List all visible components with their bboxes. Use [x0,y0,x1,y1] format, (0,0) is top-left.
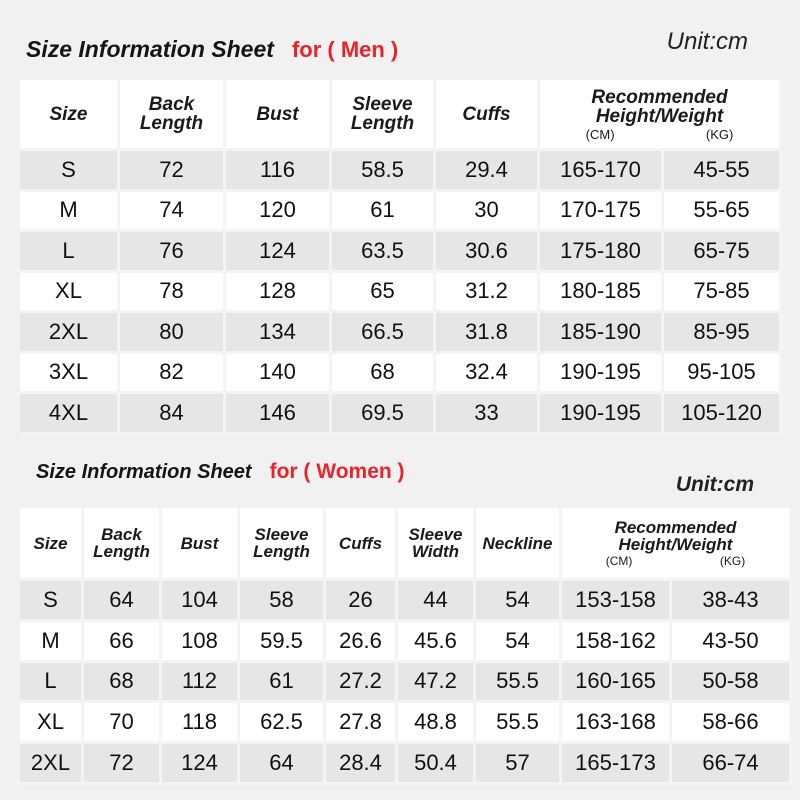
women-cell-back: 66 [84,622,162,663]
men-header-row [20,80,782,151]
women-cell-height: 158-162 [562,622,672,663]
women-table-row [20,622,792,663]
women-header-width-line1: Sleeve [408,525,463,544]
women-cell-sleeve: 59.5 [240,622,326,663]
women-cell-size: XL [20,703,84,744]
men-cell-size: 4XL [20,394,120,435]
men-cell-sleeve: 61 [332,192,436,233]
men-cell-sleeve: 65 [332,273,436,314]
men-cell-back: 80 [120,313,226,354]
women-cell-weight: 58-66 [672,703,792,744]
men-cell-bust: 128 [226,273,332,314]
men-header-sleeve-length [332,80,436,151]
women-table-row [20,663,792,704]
men-cell-size: 3XL [20,354,120,395]
women-cell-bust: 124 [162,744,240,785]
women-cell-neck: 55.5 [476,703,562,744]
women-cell-cuffs: 26 [326,581,398,622]
men-table-body [20,151,782,435]
women-cell-bust: 118 [162,703,240,744]
women-cell-back: 68 [84,663,162,704]
women-header-cuffs: Cuffs [326,508,398,581]
men-cell-height: 190-195 [540,394,664,435]
women-cell-size: 2XL [20,744,84,785]
men-cell-weight: 95-105 [664,354,782,395]
women-header-back-line1: Back [101,525,142,544]
women-cell-height: 160-165 [562,663,672,704]
men-cell-weight: 85-95 [664,313,782,354]
men-cell-bust: 124 [226,232,332,273]
women-unit-label: Unit:cm [675,473,754,496]
women-header-neckline: Neckline [476,508,562,581]
men-table-row [20,354,782,395]
women-header-bust: Bust [162,508,240,581]
men-size-table [20,80,782,435]
men-table-row [20,192,782,233]
men-header-back-length [120,80,226,151]
men-header-back-line1: Back [148,94,195,115]
men-title [26,36,398,63]
men-cell-height: 185-190 [540,313,664,354]
men-header-unit-kg: (KG) [705,126,734,142]
women-cell-neck: 54 [476,581,562,622]
men-cell-sleeve: 69.5 [332,394,436,435]
women-cell-sleeve: 58 [240,581,326,622]
men-header-rec-line1: Recommended [591,86,728,108]
women-header-rec-line2: Height/Weight [618,535,733,554]
women-header-rec-line1: Recommended [614,518,737,537]
women-header-back-line2: Length [93,542,150,561]
men-title-suffix: for ( Men ) [291,37,399,62]
women-cell-bust: 108 [162,622,240,663]
women-cell-back: 64 [84,581,162,622]
men-cell-sleeve: 68 [332,354,436,395]
men-cell-weight: 45-55 [664,151,782,192]
men-cell-height: 175-180 [540,232,664,273]
men-cell-size: L [20,232,120,273]
women-cell-width: 44 [398,581,476,622]
women-table-body [20,581,792,785]
men-cell-bust: 120 [226,192,332,233]
men-cell-height: 180-185 [540,273,664,314]
men-cell-bust: 134 [226,313,332,354]
women-header-sleeve-width [398,508,476,581]
men-cell-cuffs: 30 [436,192,540,233]
women-table-row [20,703,792,744]
men-cell-bust: 116 [226,151,332,192]
men-cell-sleeve: 63.5 [332,232,436,273]
men-cell-cuffs: 33 [436,394,540,435]
women-cell-width: 47.2 [398,663,476,704]
women-cell-height: 153-158 [562,581,672,622]
men-cell-cuffs: 31.2 [436,273,540,314]
men-header-back-line2: Length [139,113,204,134]
women-cell-sleeve: 64 [240,744,326,785]
men-header-bust: Bust [226,80,332,151]
men-cell-weight: 75-85 [664,273,782,314]
women-cell-size: S [20,581,84,622]
women-table-row [20,744,792,785]
men-cell-cuffs: 32.4 [436,354,540,395]
men-cell-cuffs: 31.8 [436,313,540,354]
men-table-row [20,313,782,354]
men-cell-sleeve: 58.5 [332,151,436,192]
men-cell-weight: 105-120 [664,394,782,435]
men-cell-cuffs: 30.6 [436,232,540,273]
women-table-row [20,581,792,622]
women-cell-cuffs: 26.6 [326,622,398,663]
men-cell-height: 170-175 [540,192,664,233]
men-cell-size: S [20,151,120,192]
men-unit-label: Unit:cm [666,28,748,55]
men-cell-cuffs: 29.4 [436,151,540,192]
women-cell-size: L [20,663,84,704]
men-header-rec-line2: Height/Weight [595,105,724,127]
women-cell-sleeve: 62.5 [240,703,326,744]
men-table-row [20,232,782,273]
women-cell-width: 45.6 [398,622,476,663]
men-cell-size: 2XL [20,313,120,354]
women-cell-neck: 55.5 [476,663,562,704]
men-cell-bust: 140 [226,354,332,395]
men-cell-back: 72 [120,151,226,192]
women-header-width-line2: Width [411,542,460,561]
women-cell-weight: 50-58 [672,663,792,704]
women-header-recommended [562,508,792,581]
women-header-sleeve-length [240,508,326,581]
men-header-unit-cm: (CM) [585,126,615,142]
women-header-row [20,508,792,581]
men-cell-back: 74 [120,192,226,233]
men-header-sleeve-line1: Sleeve [352,94,413,115]
women-cell-sleeve: 61 [240,663,326,704]
women-header-unit-cm: (CM) [605,554,633,568]
men-table-row [20,273,782,314]
women-cell-neck: 57 [476,744,562,785]
men-header-sleeve-line2: Length [350,113,415,134]
women-cell-width: 50.4 [398,744,476,785]
women-cell-bust: 112 [162,663,240,704]
men-table-row [20,394,782,435]
men-cell-back: 82 [120,354,226,395]
women-cell-size: M [20,622,84,663]
men-cell-weight: 55-65 [664,192,782,233]
women-cell-height: 163-168 [562,703,672,744]
men-cell-size: XL [20,273,120,314]
women-cell-weight: 43-50 [672,622,792,663]
women-size-table [20,508,792,785]
women-cell-bust: 104 [162,581,240,622]
women-header-sleeve-line1: Sleeve [254,525,309,544]
women-header-size: Size [20,508,84,581]
men-cell-height: 165-170 [540,151,664,192]
men-title-text: Size Information Sheet [26,36,274,62]
men-cell-back: 78 [120,273,226,314]
men-header-recommended [540,80,782,151]
women-header-sleeve-line2: Length [253,542,310,561]
women-cell-weight: 66-74 [672,744,792,785]
women-header-unit-kg: (KG) [719,554,746,568]
women-cell-height: 165-173 [562,744,672,785]
women-header-back-length [84,508,162,581]
men-cell-back: 76 [120,232,226,273]
men-header-cuffs: Cuffs [436,80,540,151]
women-cell-neck: 54 [476,622,562,663]
women-cell-width: 48.8 [398,703,476,744]
women-cell-cuffs: 27.8 [326,703,398,744]
men-cell-height: 190-195 [540,354,664,395]
men-cell-sleeve: 66.5 [332,313,436,354]
women-cell-cuffs: 28.4 [326,744,398,785]
women-cell-back: 70 [84,703,162,744]
men-cell-bust: 146 [226,394,332,435]
women-cell-back: 72 [84,744,162,785]
women-cell-cuffs: 27.2 [326,663,398,704]
men-cell-back: 84 [120,394,226,435]
women-cell-weight: 38-43 [672,581,792,622]
men-table-row [20,151,782,192]
women-title [36,460,405,484]
women-title-suffix: for ( Women ) [269,460,405,483]
men-header-size: Size [20,80,120,151]
men-cell-size: M [20,192,120,233]
men-cell-weight: 65-75 [664,232,782,273]
women-title-text: Size Information Sheet [36,461,252,483]
